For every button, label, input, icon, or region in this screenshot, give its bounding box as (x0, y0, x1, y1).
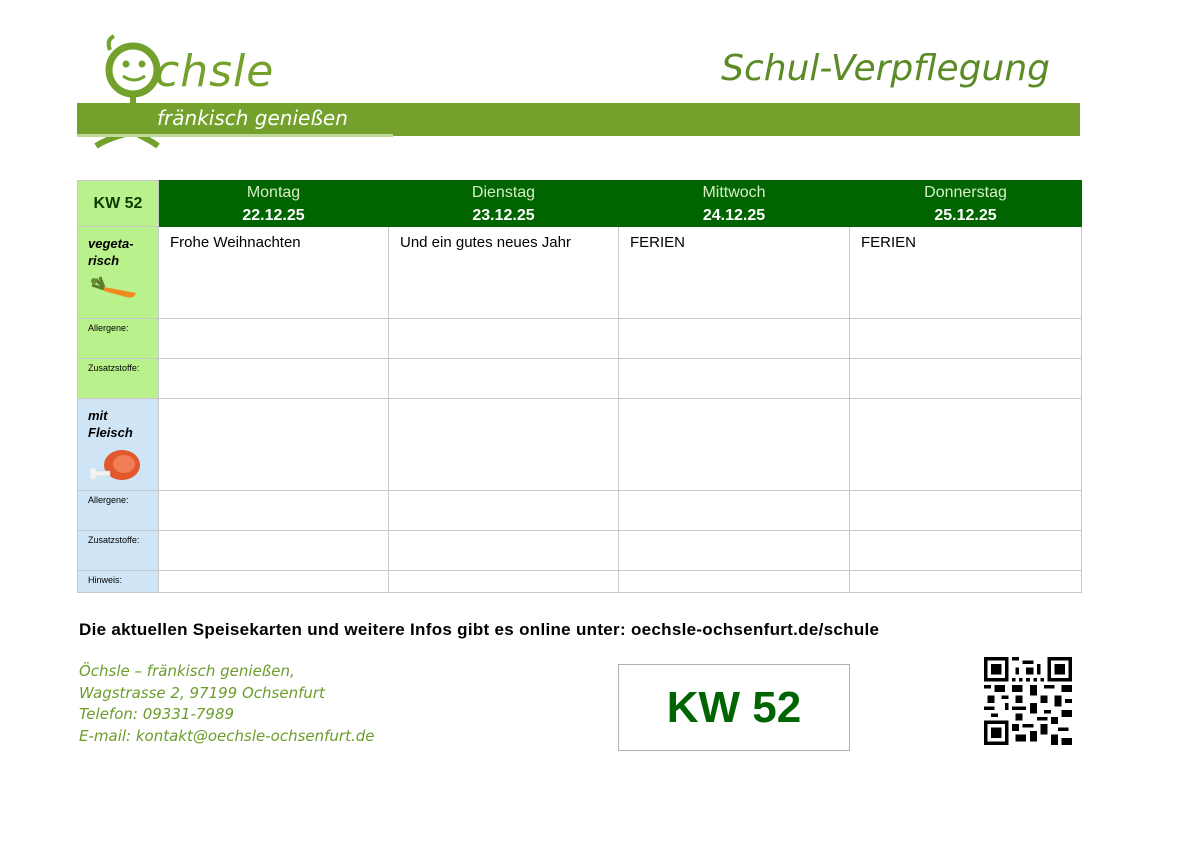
online-info-text: Die aktuellen Speisekarten und weitere Infos gibt es online unter: oechsle-ochsenfurt.de/schule (79, 620, 880, 639)
additives-label: Zusatzstoffe: (78, 359, 159, 399)
day-header-wednesday (619, 181, 850, 227)
additives-label: Zusatzstoffe: (78, 531, 159, 571)
qr-code-icon[interactable] (981, 657, 1075, 745)
dish-cell: FERIEN (619, 227, 850, 319)
empty-cell (159, 531, 389, 571)
meat-label-line2: Fleisch (88, 425, 133, 440)
address-block (79, 661, 374, 747)
week-box (618, 664, 850, 751)
empty-cell (850, 319, 1082, 359)
meat-label (78, 399, 159, 491)
logo-tagline: fränkisch genießen (157, 106, 348, 130)
empty-cell (389, 359, 619, 399)
page-title: Schul-Verpflegung (721, 48, 1050, 89)
header-row (78, 181, 1082, 227)
meat-allergens-row (78, 491, 1082, 531)
dish-cell (389, 399, 619, 491)
day-date: 23.12.25 (472, 207, 535, 224)
day-header-monday (159, 181, 389, 227)
empty-cell (389, 531, 619, 571)
day-name: Dienstag (471, 184, 536, 201)
empty-cell (389, 319, 619, 359)
day-date: 22.12.25 (242, 207, 305, 224)
empty-cell (850, 491, 1082, 531)
empty-cell (850, 531, 1082, 571)
day-date: 25.12.25 (934, 207, 997, 224)
empty-cell (159, 319, 389, 359)
allergens-label: Allergene: (78, 491, 159, 531)
meat-additives-row (78, 531, 1082, 571)
day-header-thursday (850, 181, 1082, 227)
dish-cell: Frohe Weihnachten (159, 227, 389, 319)
allergens-label: Allergene: (78, 319, 159, 359)
empty-cell (619, 531, 850, 571)
empty-cell (389, 571, 619, 593)
note-label: Hinweis: (78, 571, 159, 593)
empty-cell (619, 319, 850, 359)
vegetarian-label (78, 227, 159, 319)
header-bar-accent (77, 134, 393, 137)
day-name: Donnerstag (924, 184, 1007, 201)
meat-row (78, 399, 1082, 491)
carrot-icon (86, 275, 138, 301)
ham-icon (86, 447, 142, 483)
empty-cell (850, 359, 1082, 399)
address-line: E-mail: kontakt@oechsle-ochsenfurt.de (79, 726, 375, 745)
day-name: Montag (246, 184, 301, 201)
day-name: Mittwoch (702, 184, 766, 201)
vegetarian-allergens-row (78, 319, 1082, 359)
empty-cell (619, 359, 850, 399)
menu-table (77, 180, 1082, 593)
address-line: Öchsle – fränkisch genießen, (79, 662, 295, 680)
logo-wordmark: chsle (155, 46, 275, 97)
empty-cell (619, 571, 850, 593)
meat-label-line1: mit (88, 408, 108, 423)
vegetarian-additives-row (78, 359, 1082, 399)
week-box-label: KW 52 (666, 683, 802, 732)
empty-cell (850, 571, 1082, 593)
week-label: KW 52 (78, 181, 159, 227)
dish-cell: FERIEN (850, 227, 1082, 319)
empty-cell (159, 571, 389, 593)
dish-cell (850, 399, 1082, 491)
note-row (78, 571, 1082, 593)
empty-cell (619, 491, 850, 531)
vegetarian-row (78, 227, 1082, 319)
empty-cell (159, 359, 389, 399)
vegetarian-label-line2: risch (88, 253, 120, 268)
empty-cell (389, 491, 619, 531)
day-header-tuesday (389, 181, 619, 227)
day-date: 24.12.25 (702, 207, 766, 224)
dish-cell (159, 399, 389, 491)
dish-cell (619, 399, 850, 491)
vegetarian-label-line1: vegeta- (88, 236, 134, 251)
dish-cell: Und ein gutes neues Jahr (389, 227, 619, 319)
address-line: Wagstrasse 2, 97199 Ochsenfurt (79, 683, 325, 702)
address-line: Telefon: 09331-7989 (79, 705, 235, 723)
empty-cell (159, 491, 389, 531)
